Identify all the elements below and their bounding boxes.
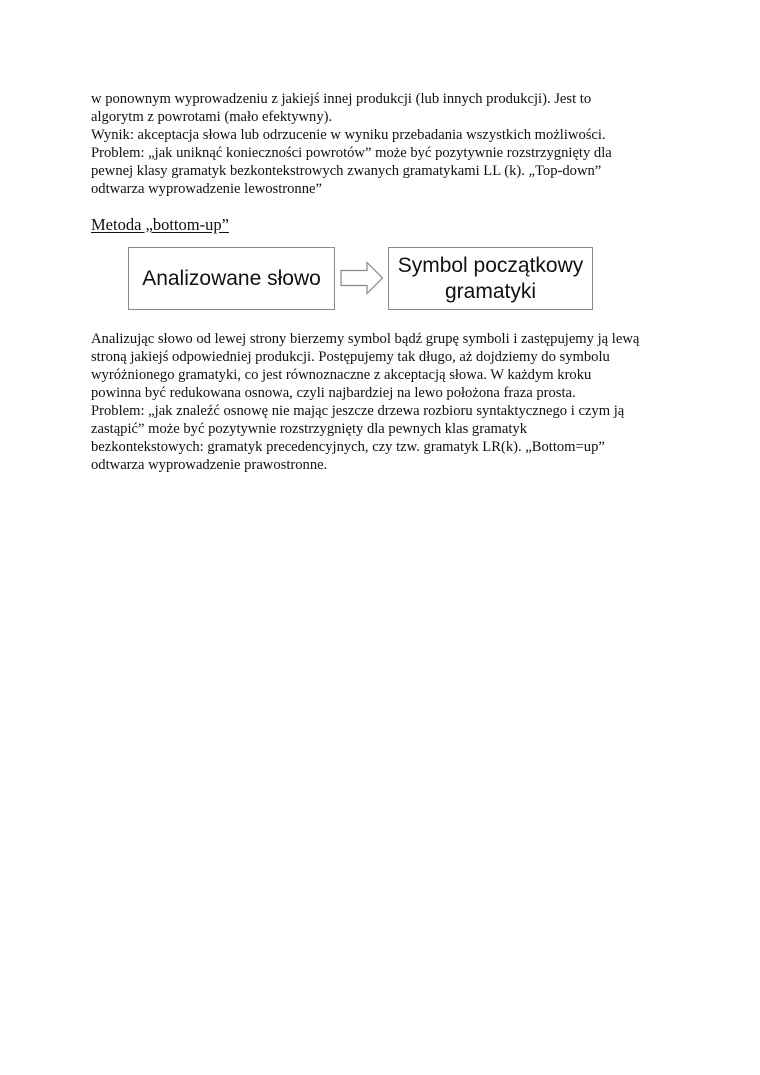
intro-line: w ponownym wyprowadzeniu z jakiejś innej produkcji (lub innych produkcji). Jest to: [91, 91, 592, 107]
body-line: bezkontekstowych: gramatyk precedencyjnych, czy tzw. gramatyk LR(k). „Bottom=up”: [91, 439, 605, 455]
analyzed-word-box: [128, 247, 335, 310]
start-symbol-label: [398, 253, 584, 305]
intro-paragraph: [91, 90, 681, 198]
body-line: odtwarza wyprowadzenie prawostronne.: [91, 457, 328, 473]
section-heading: Metoda „bottom-up”: [91, 215, 229, 234]
intro-line: odtwarza wyprowadzenie lewostronne”: [91, 181, 322, 197]
intro-line: algorytm z powrotami (mało efektywny).: [91, 109, 333, 125]
body-line: stroną jakiejś odpowiedniej produkcji. Postępujemy tak długo, aż dojdziemy do symbolu: [91, 349, 610, 365]
intro-line: Problem: „jak uniknąć konieczności powrotów” może być pozytywnie rozstrzygnięty dla: [91, 145, 612, 161]
body-line: zastąpić” może być pozytywnie rozstrzygnięty dla pewnych klas gramatyk: [91, 421, 528, 437]
start-symbol-line: gramatyki: [444, 279, 536, 303]
start-symbol-box: [388, 247, 593, 310]
intro-line: pewnej klasy gramatyk bezkontekstrowych zwanych gramatykami LL (k). „Top-down”: [91, 163, 602, 179]
body-line: Analizując słowo od lewej strony bierzemy symbol bądź grupę symboli i zastępujemy ją lewą: [91, 331, 640, 347]
intro-line: Wynik: akceptacja słowa lub odrzucenie w wyniku przebadania wszystkich możliwości.: [91, 127, 606, 143]
body-line: powinna być redukowana osnowa, czyli najbardziej na lewo położona fraza prosta.: [91, 385, 576, 401]
body-line: Problem: „jak znaleźć osnowę nie mając jeszcze drzewa rozbioru syntaktycznego i czym ją: [91, 403, 625, 419]
analyzed-word-label: Analizowane słowo: [142, 266, 321, 290]
start-symbol-line: Symbol początkowy: [397, 253, 584, 277]
body-paragraph: [91, 330, 681, 474]
body-line: wyróżnionego gramatyki, co jest równoznaczne z akceptacją słowa. W każdym kroku: [91, 367, 592, 383]
right-arrow-icon: [340, 261, 384, 295]
